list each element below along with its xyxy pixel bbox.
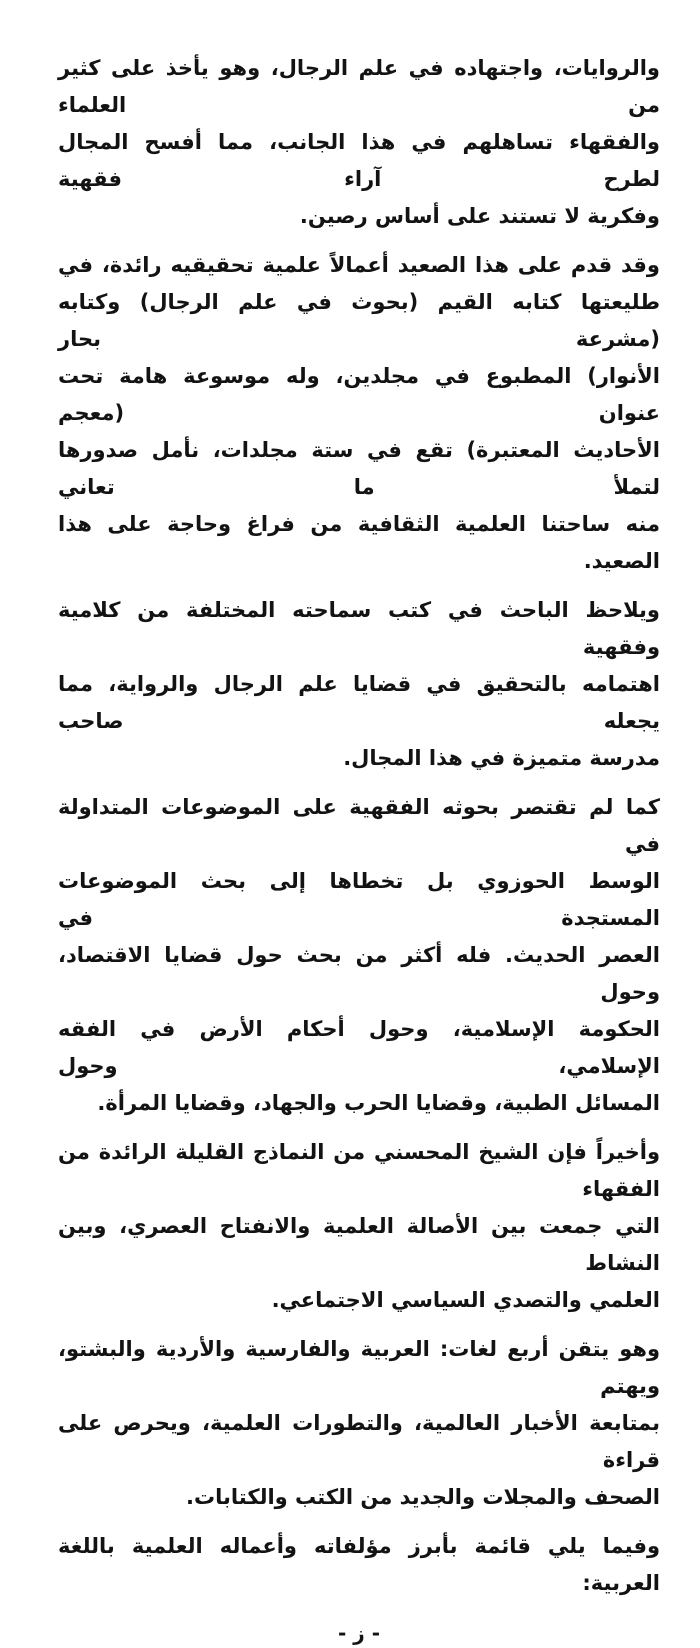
text-line: الأنوار) المطبوع في مجلدين، وله موسوعة هامة تحت عنوان (معجم: [58, 364, 660, 425]
paragraph: [58, 1134, 660, 1319]
paragraph: [58, 247, 660, 580]
text-line: وفيما يلي قائمة بأبرز مؤلفاته وأعماله العلمية باللغة العربية:: [58, 1534, 660, 1595]
paragraph: [58, 1331, 660, 1516]
text-line: وأخيراً فإن الشيخ المحسني من النماذج القليلة الرائدة من الفقهاء: [58, 1140, 660, 1201]
text-line: والروايات، واجتهاده في علم الرجال، وهو يأخذ على كثير من العلماء: [58, 56, 660, 117]
text-line: طليعتها كتابه القيم (بحوث في علم الرجال) وكتابه (مشرعة بحار: [58, 290, 660, 351]
paragraph: [58, 50, 660, 235]
text-line: وقد قدم على هذا الصعيد أعمالاً علمية تحقيقيه رائدة، في: [58, 253, 660, 277]
text-line: العلمي والتصدي السياسي الاجتماعي.: [271, 1288, 660, 1312]
body-text: [58, 50, 660, 1602]
text-line: وفكرية لا تستند على أساس رصين.: [299, 204, 660, 228]
paragraph: [58, 1528, 660, 1602]
text-line: الصحف والمجلات والجديد من الكتب والكتابات.: [186, 1485, 660, 1509]
page-number: - ز -: [337, 1621, 381, 1645]
text-line: الوسط الحوزوي بل تخطاها إلى بحث الموضوعات المستجدة في: [58, 869, 660, 930]
text-line: منه ساحتنا العلمية الثقافية من فراغ وحاجة على هذا الصعيد.: [58, 512, 660, 573]
text-line: التي جمعت بين الأصالة العلمية والانفتاح العصري، وبين النشاط: [58, 1214, 660, 1275]
text-line: اهتمامه بالتحقيق في قضايا علم الرجال والرواية، مما يجعله صاحب: [58, 672, 660, 733]
text-line: مدرسة متميزة في هذا المجال.: [343, 746, 660, 770]
text-line: بمتابعة الأخبار العالمية، والتطورات العلمية، ويحرص على قراءة: [58, 1411, 660, 1472]
text-line: المسائل الطبية، وقضايا الحرب والجهاد، وقضايا المرأة.: [97, 1091, 660, 1115]
text-line: وهو يتقن أربع لغات: العربية والفارسية والأردية والبشتو، ويهتم: [58, 1337, 660, 1398]
text-line: الأحاديث المعتبرة) تقع في ستة مجلدات، نأمل صدورها لتملأ ما تعاني: [58, 438, 660, 499]
text-line: كما لم تقتصر بحوثه الفقهية على الموضوعات المتداولة في: [58, 795, 660, 856]
paragraph: [58, 592, 660, 777]
text-line: والفقهاء تساهلهم في هذا الجانب، مما أفسح المجال لطرح آراء فقهية: [58, 130, 660, 191]
text-line: الحكومة الإسلامية، وحول أحكام الأرض في الفقه الإسلامي، وحول: [58, 1017, 660, 1078]
text-line: العصر الحديث. فله أكثر من بحث حول قضايا الاقتصاد، وحول: [58, 943, 660, 1004]
paragraph: [58, 789, 660, 1122]
text-line: ويلاحظ الباحث في كتب سماحته المختلفة من كلامية وفقهية: [58, 598, 660, 659]
